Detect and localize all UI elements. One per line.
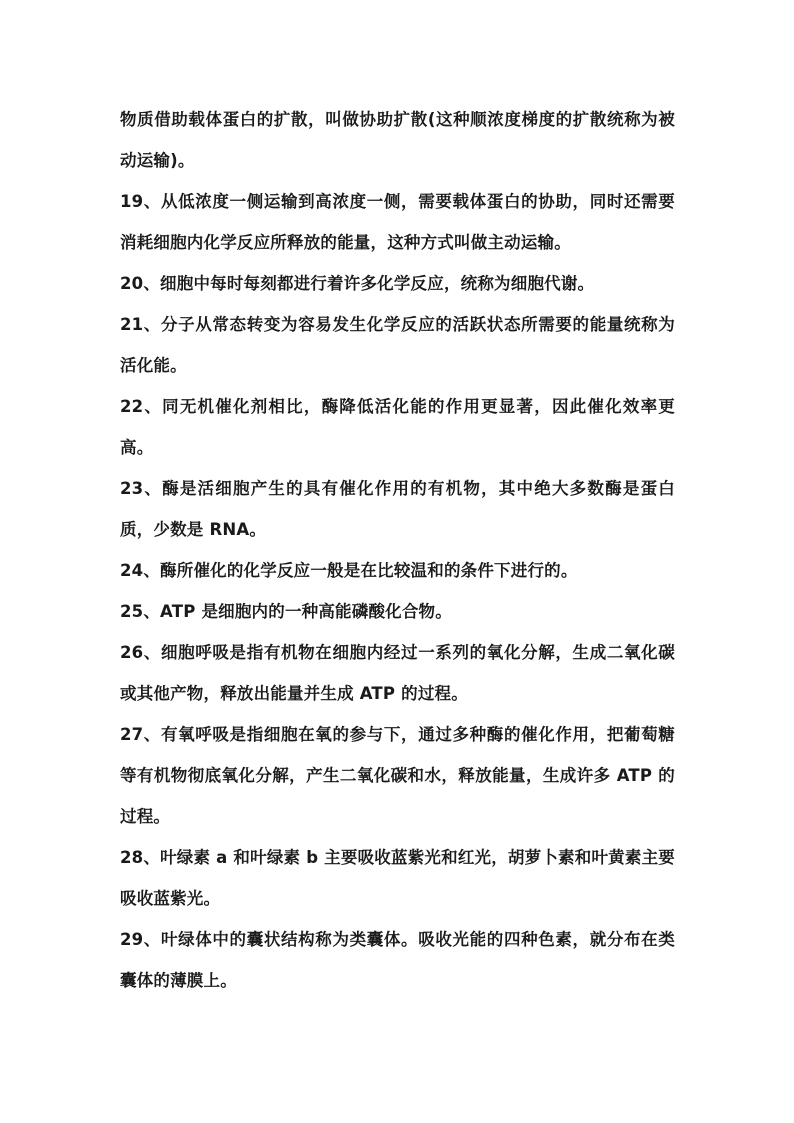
paragraph-29: 29、叶绿体中的囊状结构称为类囊体。吸收光能的四种色素，就分布在类囊体的薄膜上。 — [120, 930, 675, 990]
paragraph-continuation: 物质借助载体蛋白的扩散，叫做协助扩散(这种顺浓度梯度的扩散统称为被动运输)。 — [120, 110, 675, 170]
paragraph-22: 22、同无机催化剂相比，酶降低活化能的作用更显著，因此催化效率更高。 — [120, 397, 675, 457]
paragraph-21: 21、分子从常态转变为容易发生化学反应的活跃状态所需要的能量统称为活化能。 — [120, 315, 675, 375]
paragraph-20: 20、细胞中每时每刻都进行着许多化学反应，统称为细胞代谢。 — [120, 274, 595, 293]
paragraph-28: 28、叶绿素 a 和叶绿素 b 主要吸收蓝紫光和红光，胡萝卜素和叶黄素主要吸收蓝紫光。 — [120, 848, 675, 908]
paragraph-25: 25、ATP 是细胞内的一种高能磷酸化合物。 — [120, 602, 452, 621]
paragraph-23: 23、酶是活细胞产生的具有催化作用的有机物，其中绝大多数酶是蛋白质，少数是 RNA。 — [120, 479, 675, 539]
paragraph-26: 26、细胞呼吸是指有机物在细胞内经过一系列的氧化分解，生成二氧化碳或其他产物，释放出能量并生成 ATP 的过程。 — [120, 643, 675, 703]
document-body — [120, 99, 675, 1001]
paragraph-24: 24、酶所催化的化学反应一般是在比较温和的条件下进行的。 — [120, 561, 578, 580]
paragraph-27: 27、有氧呼吸是指细胞在氧的参与下，通过多种酶的催化作用，把葡萄糖等有机物彻底氧化分解，产生二氧化碳和水，释放能量，生成许多 ATP 的过程。 — [120, 725, 675, 826]
paragraph-19: 19、从低浓度一侧运输到高浓度一侧，需要载体蛋白的协助，同时还需要消耗细胞内化学反应所释放的能量，这种方式叫做主动运输。 — [120, 192, 675, 252]
